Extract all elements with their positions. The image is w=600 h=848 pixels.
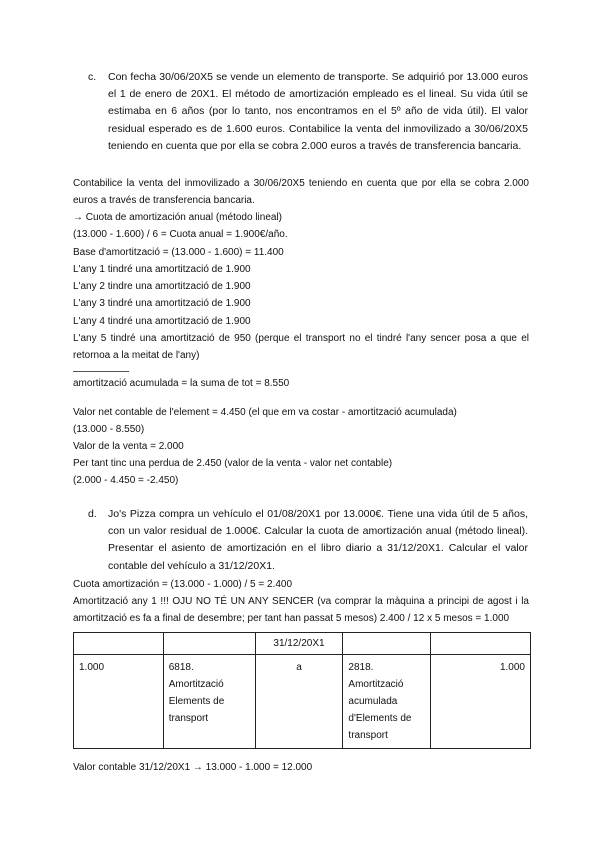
year-1-note: Amortització any 1 !!! OJU NO TÉ UN ANY SENCER (va comprar la màquina a principi de agost i la amortització es fa a final de desembre; per tant han passat 5 mesos) 2.400 / 12 x 5 mesos = 1.000 <box>73 596 529 625</box>
sum-divider <box>73 371 129 372</box>
exercise-c-marker: c. <box>88 71 97 83</box>
debit-amount: 1.000 <box>74 655 164 749</box>
depreciation-quota: Cuota amortización = (13.000 - 1.000) / 5 = 2.400 <box>73 579 293 590</box>
journal-entry-row <box>74 655 531 749</box>
year-5-line: L'any 5 tindré una amortització de 950 (perque el transport no el tindré l'any sencer posa a que el retornoa a la meitat de l'any) <box>73 333 529 362</box>
exercise-d-statement <box>88 506 528 575</box>
journal-entry-table <box>73 632 531 749</box>
net-book-value-calc: (13.000 - 8.550) <box>73 424 145 435</box>
exercise-c-statement <box>88 69 528 155</box>
loss-statement: Per tant tinc una perdua de 2.450 (valor de la venta - valor net contable) <box>73 458 393 469</box>
accumulated-depreciation: amortització acumulada = la suma de tot = 8.550 <box>73 378 290 389</box>
book-value-line: Valor contable 31/12/20X1 → 13.000 - 1.000 = 12.000 <box>73 762 313 773</box>
net-book-value: Valor net contable de l'element = 4.450 (el que em va costar - amortització acumulada) <box>73 407 457 418</box>
year-4-line: L'any 4 tindré una amortització de 1.900 <box>73 316 251 327</box>
exercise-d-marker: d. <box>88 508 97 520</box>
annual-quota-heading: → Cuota de amortización anual (método lineal) <box>73 212 282 223</box>
annual-quota-formula: (13.000 - 1.600) / 6 = Cuota anual = 1.900€/año. <box>73 229 288 240</box>
sale-value: Valor de la venta = 2.000 <box>73 441 184 452</box>
exercise-c-restated: Contabilice la venta del inmovilizado a 30/06/20X5 teniendo en cuenta que por ella se cobra 2.000 euros a través de transferencia bancaria. <box>73 178 529 207</box>
year-1-line: L'any 1 tindré una amortització de 1.900 <box>73 264 251 275</box>
entry-separator: a <box>255 655 343 749</box>
year-3-line: L'any 3 tindré una amortització de 1.900 <box>73 298 251 309</box>
journal-date: 31/12/20X1 <box>255 633 343 655</box>
debit-account: 6818. Amortització Elements de transport <box>163 655 255 749</box>
journal-date-row <box>74 633 531 655</box>
exercise-c-text: Con fecha 30/06/20X5 se vende un elemento de transporte. Se adquirió por 13.000 euros el 1 de enero de 20X1. El método de amortización empleado es el lineal. Su vida útil se estimaba en 6 años (por lo tanto, nos encontramos en el 5º año de vida útil). El valor residual esperado es de 1.600 euros. Contabilice la venta del inmovilizado a 30/06/20X5 teniendo en cuenta que por ella se cobra 2.000 euros a través de transferencia bancaria. <box>108 71 528 152</box>
year-2-line: L'any 2 tindre una amortització de 1.900 <box>73 281 251 292</box>
exercise-d-text: Jo's Pizza compra un vehículo el 01/08/20X1 por 13.000€. Tiene una vida útil de 5 años, con un valor residual de 1.000€. Calcular la cuota de amortización anual (método lineal). Presentar el asiento de amortización en el libro diario a 31/12/20X1. Calcular el valor contable del vehículo a 31/12/20X1. <box>108 508 528 572</box>
credit-account: 2818. Amortització acumulada d'Elements de transport <box>343 655 431 749</box>
depreciation-base: Base d'amortització = (13.000 - 1.600) = 11.400 <box>73 247 284 258</box>
loss-calc: (2.000 - 4.450 = -2.450) <box>73 475 179 486</box>
credit-amount: 1.000 <box>431 655 531 749</box>
